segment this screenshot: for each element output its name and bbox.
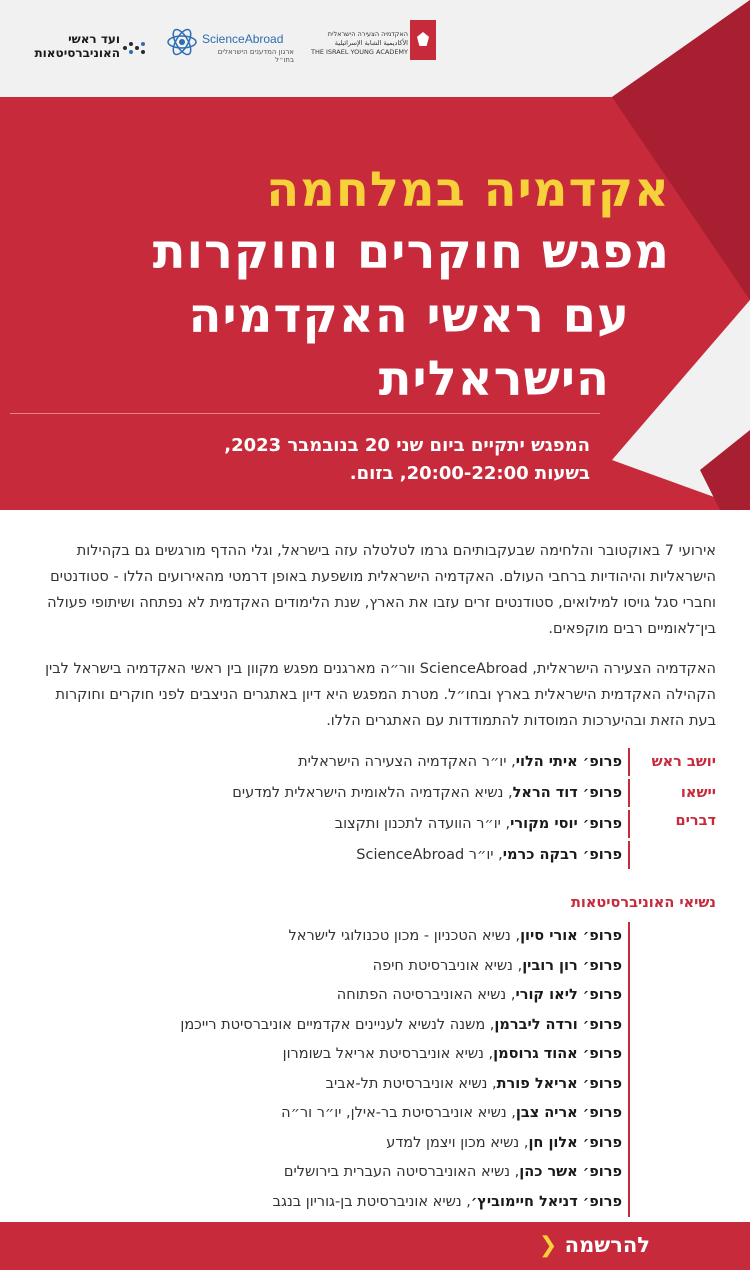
- person-title: , נשיא אוניברסיטת בן-גוריון בנגב: [272, 1193, 471, 1210]
- list-item: [38, 1188, 622, 1218]
- person-name: פרופ׳ רון רובין: [522, 957, 622, 974]
- title-line: הישראלית: [378, 351, 610, 407]
- speaker-person: [232, 779, 630, 807]
- universities-list: [38, 922, 630, 1217]
- person-name: פרופ׳ אהוד גרוסמן: [493, 1046, 622, 1062]
- title-line: אקדמיה במלחמה: [266, 162, 670, 218]
- person-name: פרופ׳ אריאל פורת: [496, 1075, 622, 1092]
- list-item: [38, 1011, 622, 1041]
- person-title: , יו״ר ScienceAbroad: [356, 847, 503, 863]
- chevron-left-icon: ❮: [538, 1233, 558, 1258]
- speaker-person: [356, 841, 630, 869]
- person-title: , נשיא אוניברסיטת בר-אילן, יו״ר ור״ה: [281, 1105, 516, 1121]
- chair-row: [38, 748, 716, 779]
- young-academy-mark-icon: [410, 20, 436, 60]
- list-item: [38, 952, 622, 982]
- time-line: בשעות 20:00-22:00, בזום.: [349, 463, 590, 484]
- person-title: , יו״ר האקדמיה הצעירה הישראלית: [298, 754, 516, 770]
- person-name: פרופ׳ דניאל חיימוביץ׳: [470, 1193, 622, 1210]
- logo-text-line: الأكاديمية الشابة الإسرائيلية: [334, 39, 408, 47]
- atom-icon: [166, 26, 198, 58]
- chair-label: יושב ראש: [651, 754, 716, 770]
- person-name: פרופ׳ אלון חן: [528, 1134, 622, 1151]
- logo-text-line: האוניברסיטאות: [34, 46, 120, 60]
- intro-paragraph: אירועי 7 באוקטובר והלחימה שבעקבותיהם גרמו לטלטלה עזה בישראל, וגלי ההדף מורגשים גם בקהילות הישראליות והיהודיות ברחבי העולם. האקדמיה הישראלית מושפעת באופן דרמטי מהאירועים הללו - סטודנטים וחברי סגל גויסו למילואים, סטודנטים זרים עזבו את הארץ, שנת הלימודים האקדמית לא נפתחה ושיתופי פעולה בין־לאומיים רבים מוקפאים.: [47, 543, 716, 637]
- register-label: להרשמה: [564, 1233, 650, 1257]
- speakers-label: יישאו דברים: [675, 785, 716, 829]
- person-title: , נשיא האוניברסיטה העברית בירושלים: [283, 1164, 520, 1180]
- person-name: פרופ׳ אשר כהן: [519, 1164, 622, 1180]
- logo-text-line: THE ISRAEL YOUNG ACADEMY: [310, 48, 408, 56]
- person-title: , נשיא אוניברסיטת אריאל בשומרון: [282, 1046, 494, 1062]
- science-abroad-name: ScienceAbroad: [202, 32, 284, 46]
- person-title: , נשיא הטכניון - מכון טכנולוגי לישראל: [288, 928, 521, 944]
- person-title: , נשיא אוניברסיטת חיפה: [372, 957, 523, 974]
- purpose-paragraph: האקדמיה הצעירה הישראלית, ScienceAbroad וור״ה מארגנים מפגש מקוון בין ראשי האקדמיה בישראל לבין הקהילה האקדמית הישראלית בארץ ובחו״ל. מטרת המפגש היא דיון באתגרים הניצבים לפני חוקרים וחוקרות בעת הזאת ובהיערכות המוסדות להתמודדות עם האתגרים הללו.: [45, 661, 716, 729]
- universities-heading: נשיאי האוניברסיטאות: [570, 895, 716, 911]
- logo-text-line: האקדמיה הצעירה הישראלית: [327, 30, 408, 38]
- list-item: [38, 1070, 622, 1100]
- chair-person: [298, 748, 630, 776]
- speaker-row: [38, 810, 716, 841]
- dots-icon: [122, 38, 146, 58]
- person-name: פרופ׳ איתי הלוי: [515, 754, 622, 770]
- list-item: [38, 1129, 622, 1159]
- science-abroad-subtitle: ארגון המדענים הישראלים בחו״ל: [217, 48, 294, 64]
- person-title: , משנה לנשיא לעניינים אקדמיים אוניברסיטת רייכמן: [180, 1016, 495, 1033]
- person-title: , נשיא אוניברסיטת תל-אביב: [325, 1075, 497, 1092]
- title-line: מפגש חוקרים וחוקרות: [152, 224, 670, 280]
- person-title: , נשיא האקדמיה הלאומית הישראלית למדעים: [232, 785, 513, 801]
- content: [38, 538, 716, 1217]
- university-heads-logo: [24, 14, 154, 74]
- person-name: פרופ׳ ליאו קורי: [515, 987, 622, 1003]
- register-button[interactable]: [531, 1230, 650, 1261]
- person-name: פרופ׳ ורדה ליברמן: [494, 1016, 622, 1033]
- person-title: , יו״ר הוועדה לתכנון ותקצוב: [334, 816, 511, 832]
- person-title: , נשיא האוניברסיטה הפתוחה: [336, 987, 516, 1003]
- event-date: [20, 432, 590, 488]
- person-title: , נשיא מכון ויצמן למדע: [386, 1134, 529, 1151]
- title-line: עם ראשי האקדמיה: [188, 288, 630, 344]
- logos-bar: [20, 14, 440, 74]
- person-name: פרופ׳ אריה צבן: [515, 1105, 622, 1121]
- young-academy-logo: [308, 14, 442, 74]
- list-item: [38, 981, 622, 1011]
- science-abroad-logo: [166, 14, 296, 74]
- speaker-person: [335, 810, 630, 838]
- person-name: פרופ׳ רבקה כרמי: [502, 847, 622, 863]
- list-item: [38, 1040, 622, 1070]
- list-item: [38, 922, 622, 952]
- list-item: [38, 1158, 622, 1188]
- speaker-row: [38, 841, 716, 872]
- person-name: פרופ׳ דוד הראל: [512, 785, 622, 801]
- logo-text-line: ועד ראשי: [68, 32, 120, 46]
- date-line: המפגש יתקיים ביום שני 20 בנובמבר 2023,: [224, 435, 590, 456]
- person-name: פרופ׳ אורי סיון: [520, 928, 622, 944]
- divider: [10, 413, 600, 414]
- title-block: [20, 160, 670, 410]
- person-name: פרופ׳ יוסי מקורי: [510, 816, 622, 832]
- footer-bar: [0, 1222, 750, 1270]
- list-item: [38, 1099, 622, 1129]
